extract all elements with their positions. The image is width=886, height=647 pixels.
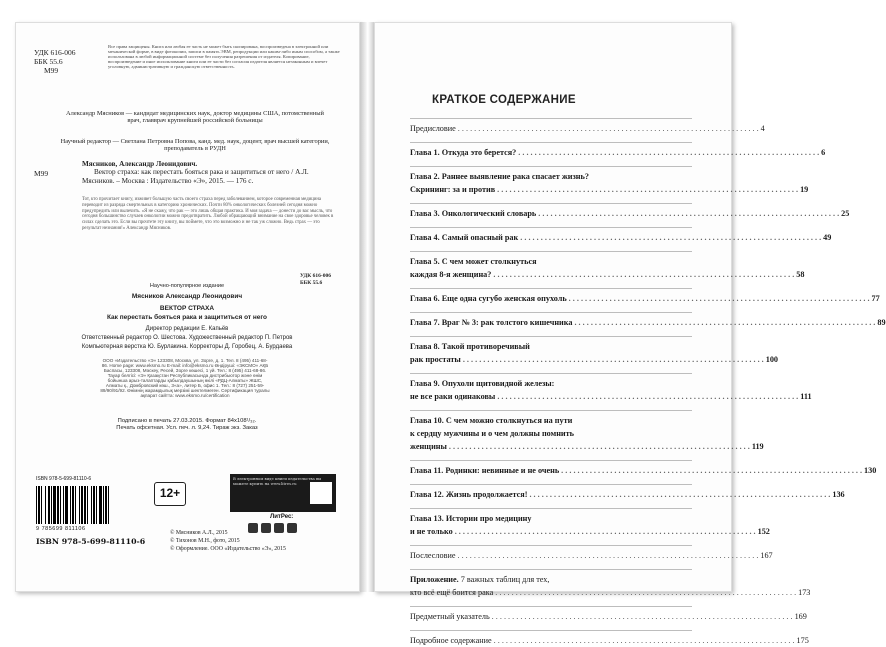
toc-divider bbox=[410, 203, 692, 204]
right-page-toc bbox=[374, 22, 732, 592]
toc-entry[interactable] bbox=[410, 207, 850, 220]
ebook-promo-text: В электронном виде книги издательства вы можете купить на www.litres.ru bbox=[233, 476, 322, 486]
toc-entry-line bbox=[410, 414, 692, 427]
copyright-author: © Мясников А.Л., 2015 bbox=[170, 530, 228, 536]
biblio-author: Мясников, Александр Леонидович. bbox=[82, 160, 198, 168]
credit-director: Директор редакции Е. Капьёв bbox=[145, 326, 229, 332]
toc-page-number: 136 bbox=[832, 490, 845, 499]
toc-divider bbox=[410, 410, 692, 411]
barcode-bar bbox=[108, 486, 109, 524]
credit-editors: Ответственный редактор О. Шестова. Художественный редактор П. Петров bbox=[81, 335, 293, 341]
toc-entry-title: Глава 12. Жизнь продолжается! bbox=[410, 490, 528, 499]
toc-entry-title: Глава 4. Самый опасный рак bbox=[410, 233, 519, 242]
toc-entry-line bbox=[410, 634, 809, 647]
toc-entry[interactable] bbox=[410, 122, 765, 135]
series-label: Научно-популярное издание bbox=[149, 283, 225, 289]
toc-entry-title: Глава 5. С чем может столкнуться bbox=[410, 257, 537, 266]
print-info bbox=[34, 418, 340, 432]
toc-divider bbox=[410, 508, 692, 509]
toc-entry-line bbox=[410, 610, 807, 623]
toc-dot-leader bbox=[574, 316, 875, 329]
toc-entry-title: каждая 8-я женщина? bbox=[410, 270, 492, 279]
toc-page-number: 89 bbox=[877, 318, 886, 327]
toc-page-number: 19 bbox=[800, 185, 809, 194]
publisher-info: ООО «Издательство «Э» 123308, Москва, ул. Зорге, д. 1. Тел. 8 (495) 411-68-86. Home page: www.eksmo.ru E-mail: info@eksmo.ru Өндіруші: «ЭКСМО» АҚБ Баспасы, 123308, Мәскеу, Ресей, Зорге көшесі, 1 үй. Тел.: 8 (495) 411-68-86. Тауар белгісі: «Э» Қазақстан Республикасында дистрибьютор және өнім бойынша арыз-талаптарды қабылдаушының өкілі «РДЦ-Алматы» ЖШС, Алматы қ., Домбровский көш., 3«а», литер Б, офис 1. Тел.: 8 (727) 251-59-89/90/91/92. Өнімнің жарамдылық мерзімі шектелмеген. Сертификация туралы ақпарат сайтта: www.eksmo.ru/certification bbox=[100, 358, 270, 399]
toc-entry-line bbox=[410, 122, 765, 135]
toc-dot-leader bbox=[455, 525, 756, 538]
scientific-editor: Научный редактор — Светлана Петровна Попова, канд. мед. наук, доцент, врач высшей категории, преподаватель в РУДН bbox=[60, 138, 330, 153]
toc-divider bbox=[410, 460, 692, 461]
toc-divider bbox=[410, 227, 692, 228]
toc-dot-leader bbox=[495, 586, 796, 599]
toc-entry-title: кто всё ещё боится рака bbox=[410, 588, 494, 597]
copyright-notice: Все права защищены. Книга или любая ее часть не может быть скопирована, воспроизведена в электронной или механической форме, в виде фотокопии, записи в память ЭВМ, репродукции или каким-либо иным способом, а также использована в любой информационной системе без получения разрешения от издателя. Копирование, воспроизведение и иное использование книги или ее части без согласия издателя является незаконным и влечет уголовную, административную и гражданскую ответственность. bbox=[108, 44, 340, 70]
imprint-bottom bbox=[34, 470, 340, 570]
toc-entry-line bbox=[410, 316, 886, 329]
toc-page-number: 58 bbox=[796, 270, 805, 279]
credits-subtitle: Как перестать бояться рака и защититься от него bbox=[106, 314, 268, 321]
toc-entry-title: рак простаты bbox=[410, 355, 461, 364]
toc-page-number: 100 bbox=[765, 355, 778, 364]
toc-dot-leader bbox=[492, 610, 793, 623]
toc-entry[interactable] bbox=[410, 488, 845, 501]
toc-title: КРАТКОЕ СОДЕРЖАНИЕ bbox=[432, 94, 576, 106]
toc-page-number: 173 bbox=[798, 588, 811, 597]
toc-entry-line bbox=[410, 390, 812, 403]
toc-dot-leader bbox=[494, 634, 795, 647]
toc-dot-leader bbox=[569, 292, 870, 305]
age-rating-badge: 12+ bbox=[154, 482, 186, 506]
qr-code-icon bbox=[310, 482, 332, 504]
toc-page-number: 111 bbox=[800, 392, 812, 401]
barcode-number: 9 785699 811106 bbox=[36, 526, 86, 532]
credit-layout: Компьютерная верстка Ю. Бурлакина. Корректоры Д. Горобец, А. Бурдаева bbox=[81, 344, 293, 350]
toc-entry-title: Глава 7. Враг № 3: рак толстого кишечника bbox=[410, 318, 573, 327]
toc-page-number: 6 bbox=[821, 148, 826, 157]
author-sign-code: М99 bbox=[44, 66, 59, 75]
toc-entry[interactable] bbox=[410, 414, 764, 453]
catalog-code: М99 bbox=[34, 169, 49, 178]
toc-entry[interactable] bbox=[410, 610, 807, 623]
udk-code: УДК 616-006 bbox=[34, 48, 76, 57]
toc-entry-line bbox=[410, 207, 850, 220]
udk-bottom: УДК 616-006 bbox=[300, 273, 331, 279]
bibliographic-record bbox=[82, 160, 340, 185]
copyright-lines bbox=[170, 530, 286, 553]
toc-entry-title: Подробное содержание bbox=[410, 636, 492, 645]
toc-divider bbox=[410, 606, 692, 607]
ebook-reader-icon bbox=[287, 523, 297, 533]
toc-entry-title: и не только bbox=[410, 527, 453, 536]
toc-page-number: 152 bbox=[757, 527, 770, 536]
toc-entry[interactable] bbox=[410, 170, 809, 196]
toc-entry-line bbox=[410, 292, 880, 305]
toc-entry[interactable] bbox=[410, 231, 832, 244]
toc-entry[interactable] bbox=[410, 549, 773, 562]
toc-dot-leader bbox=[561, 464, 862, 477]
toc-entry-title: Глава 3. Онкологический словарь bbox=[410, 209, 537, 218]
toc-entry-title: Предисловие bbox=[410, 124, 456, 133]
toc-entry-line bbox=[410, 440, 764, 453]
toc-page-number: 119 bbox=[751, 442, 764, 451]
barcode-icon bbox=[36, 486, 134, 524]
toc-entry[interactable] bbox=[410, 634, 809, 647]
toc-entry-title: Предметный указатель bbox=[410, 612, 490, 621]
toc-divider bbox=[410, 118, 692, 119]
udk-block bbox=[34, 48, 76, 75]
toc-entry-line bbox=[410, 488, 845, 501]
credits-author: Мясников Александр Леонидович bbox=[131, 293, 243, 300]
litres-logo: ЛитРес: bbox=[270, 514, 294, 520]
toc-divider bbox=[410, 569, 692, 570]
toc-entry-line bbox=[410, 586, 811, 599]
toc-entry-line bbox=[410, 573, 692, 586]
toc-page-number: 77 bbox=[871, 294, 880, 303]
toc-divider bbox=[410, 630, 692, 631]
toc-page-number: 49 bbox=[823, 233, 832, 242]
toc-entry[interactable] bbox=[410, 573, 811, 599]
toc-entry-line bbox=[410, 377, 692, 390]
toc-page-number: 169 bbox=[794, 612, 807, 621]
toc-entry-line bbox=[410, 340, 692, 353]
toc-entry[interactable] bbox=[410, 340, 778, 366]
print-info-line2: Печать офсетная. Усл. печ. л. 9,24. Тираж экз. Заказ bbox=[116, 425, 258, 432]
toc-page-number: 175 bbox=[796, 636, 809, 645]
toc-dot-leader bbox=[518, 146, 819, 159]
toc-entry[interactable] bbox=[410, 292, 880, 305]
toc-entry-title: Глава 6. Еще одна сугубо женская опухоль bbox=[410, 294, 567, 303]
bbk-code: ББК 55.6 bbox=[34, 57, 63, 66]
toc-divider bbox=[410, 484, 692, 485]
toc-entry-line bbox=[410, 549, 773, 562]
isbn-small: ISBN 978-5-699-81110-6 bbox=[36, 476, 92, 482]
biblio-description: Вектор страха: как перестать бояться рака и защититься от него / А.Л. Мясников. – Москва : Издательство «Э», 2015. — 176 с. bbox=[82, 168, 309, 185]
toc-entry[interactable] bbox=[410, 316, 886, 329]
toc-dot-leader bbox=[497, 390, 798, 403]
toc-divider bbox=[410, 166, 692, 167]
toc-entry-title: женщины bbox=[410, 442, 447, 451]
toc-entry[interactable] bbox=[410, 464, 877, 477]
toc-entry-line bbox=[410, 512, 692, 525]
toc-entry-title: Глава 13. Истории про медицину bbox=[410, 514, 532, 523]
author-bio: Александр Мясников — кандидат медицинских наук, доктор медицины США, потомственный врач, главврач крупнейшей российской больницы bbox=[66, 110, 324, 125]
toc-entry-line bbox=[410, 464, 877, 477]
toc-dot-leader bbox=[449, 440, 750, 453]
toc-entry[interactable] bbox=[410, 377, 812, 403]
toc-entry-title: Глава 9. Опухоли щитовидной железы: bbox=[410, 379, 555, 388]
toc-entry-line bbox=[410, 255, 692, 268]
toc-page-number: 4 bbox=[760, 124, 765, 133]
toc-entry-title: Приложение. 7 важных таблиц для тех, bbox=[410, 575, 550, 584]
toc-dot-leader bbox=[520, 231, 821, 244]
toc-entry[interactable] bbox=[410, 146, 826, 159]
toc-divider bbox=[410, 545, 692, 546]
toc-entry[interactable] bbox=[410, 255, 805, 281]
credits-title: ВЕКТОР СТРАХА bbox=[159, 305, 215, 312]
toc-dot-leader bbox=[463, 353, 764, 366]
toc-page-number: 130 bbox=[864, 466, 877, 475]
bbk-bottom: ББК 55.6 bbox=[300, 279, 323, 286]
toc-entry-title: Послесловие bbox=[410, 551, 456, 560]
toc-entry-line bbox=[410, 525, 770, 538]
toc-dot-leader bbox=[457, 549, 758, 562]
toc-entry-title: Скрининг: за и против bbox=[410, 185, 496, 194]
toc-entry-line bbox=[410, 353, 778, 366]
toc-entry-line bbox=[410, 268, 805, 281]
print-info-line1: Подписано в печать 27.03.2015. Формат 84х108¹/₃₂. bbox=[117, 418, 257, 424]
toc-entry-line bbox=[410, 183, 809, 196]
toc-divider bbox=[410, 336, 692, 337]
toc-entry-title: Глава 1. Откуда это берется? bbox=[410, 148, 517, 157]
toc-page-number: 25 bbox=[841, 209, 850, 218]
toc-dot-leader bbox=[538, 207, 839, 220]
toc-dot-leader bbox=[493, 268, 794, 281]
toc-entry-title: Глава 11. Родинки: невинные и не очень bbox=[410, 466, 560, 475]
book-gutter bbox=[360, 22, 374, 592]
toc-entry-title: Глава 2. Раннее выявление рака спасает жизнь? bbox=[410, 172, 589, 181]
toc-entry-title: Глава 10. С чем можно столкнуться на пути bbox=[410, 416, 573, 425]
toc-divider bbox=[410, 142, 692, 143]
copyright-design: © Оформление. ООО «Издательство «Э», 2015 bbox=[170, 545, 286, 552]
toc-divider bbox=[410, 312, 692, 313]
toc-divider bbox=[410, 288, 692, 289]
toc-entry-line bbox=[410, 231, 832, 244]
copyright-photo: © Тихонов М.Н., фото, 2015 bbox=[170, 537, 240, 544]
toc-entry-line bbox=[410, 170, 692, 183]
toc-entry-title: не все раки одинаковы bbox=[410, 392, 496, 401]
toc-dot-leader bbox=[529, 488, 830, 501]
toc-dot-leader bbox=[458, 122, 759, 135]
toc-entry-title: к сердцу мужчины и о чем должны помнить bbox=[410, 429, 574, 438]
toc-divider bbox=[410, 373, 692, 374]
ebook-promo bbox=[230, 474, 336, 512]
toc-entry-line bbox=[410, 427, 692, 440]
toc-page-number: 167 bbox=[760, 551, 773, 560]
isbn-large: ISBN 978-5-699-81110-6 bbox=[36, 537, 146, 546]
toc-entry-title: Глава 8. Такой противоречивый bbox=[410, 342, 530, 351]
toc-dot-leader bbox=[497, 183, 798, 196]
toc-entry-line bbox=[410, 146, 826, 159]
toc-divider bbox=[410, 251, 692, 252]
book-annotation: Тот, кто прочитает книгу, изживет большую часть своего страха перед заболеванием, которое современная медицина переводит из разряда смертельных в категорию хронических. Почти 80% онкологических болезней сегодня можно предупредить или вылечить. «Я не скажу, что рак — это лишь общая практика. И моя задача — донести до вас мысль, что сегодня большинство случаев онкологии можно предотвратить. Любой обращающий внимание на свое здоровье человек в силах сделать это. Если вы прочтете эту книгу, вы поймете, что это возможно и не так уж сложно. Ведь страх — это результат незнания!» Александр Мясников. bbox=[82, 197, 334, 231]
toc-entry[interactable] bbox=[410, 512, 770, 538]
